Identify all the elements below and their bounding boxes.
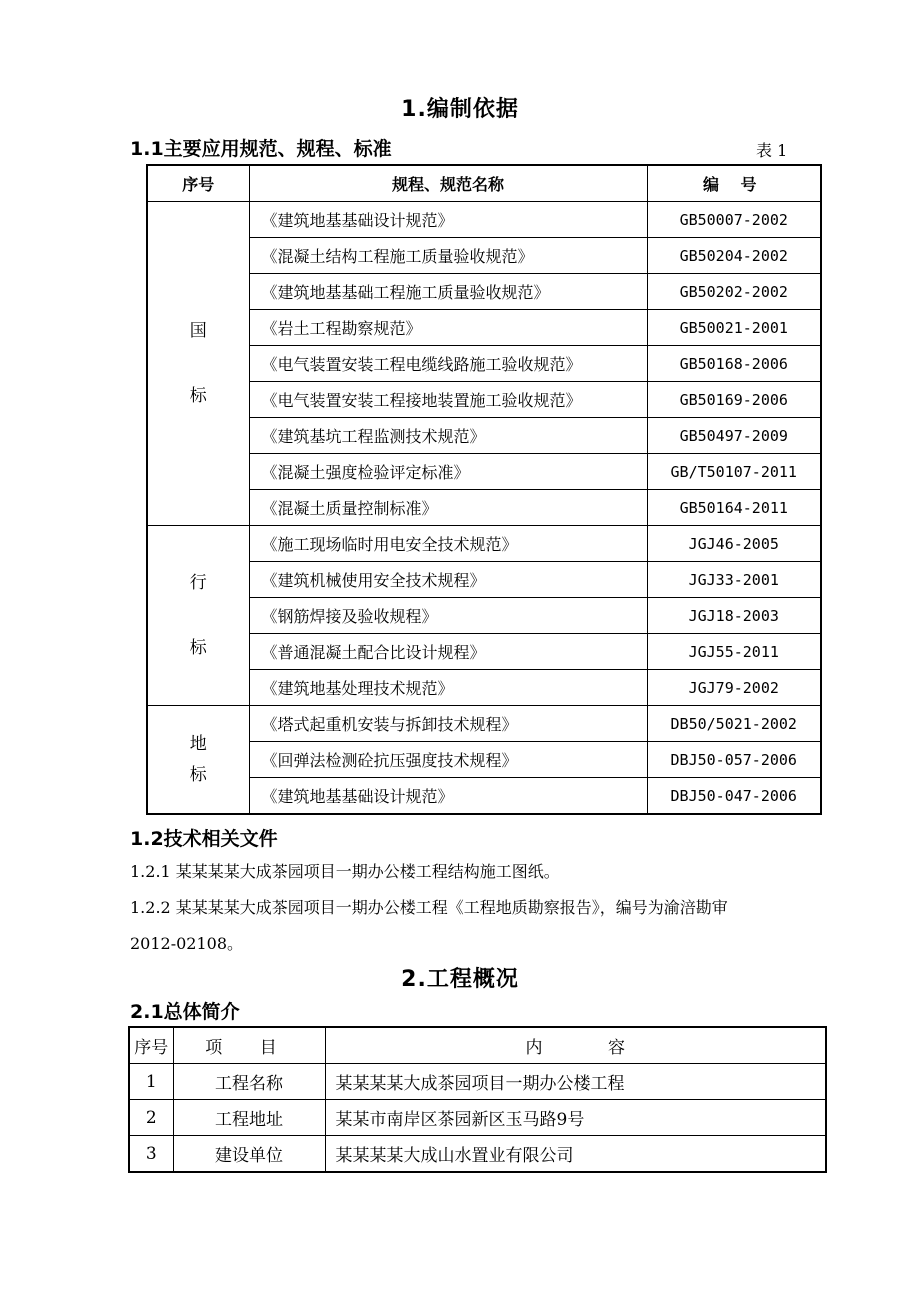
standard-name: 《钢筋焊接及验收规程》 bbox=[249, 598, 647, 634]
table-header-row bbox=[129, 1027, 826, 1064]
standard-code: DBJ50-047-2006 bbox=[647, 778, 821, 815]
standard-code: JGJ33-2001 bbox=[647, 562, 821, 598]
standard-code: GB50168-2006 bbox=[647, 346, 821, 382]
standard-code: JGJ18-2003 bbox=[647, 598, 821, 634]
row-content: 某某某某大成山水置业有限公司 bbox=[325, 1136, 826, 1173]
table-row bbox=[147, 454, 821, 490]
section-1-1-title: 1.1主要应用规范、规程、标准 bbox=[130, 138, 392, 160]
standard-code: DB50/5021-2002 bbox=[647, 706, 821, 742]
table-row bbox=[147, 526, 821, 562]
table-row bbox=[147, 346, 821, 382]
standard-code: GB/T50107-2011 bbox=[647, 454, 821, 490]
standard-name: 《建筑地基基础工程施工质量验收规范》 bbox=[249, 274, 647, 310]
standard-name: 《塔式起重机安装与拆卸技术规程》 bbox=[249, 706, 647, 742]
standard-code: JGJ79-2002 bbox=[647, 670, 821, 706]
row-no: 3 bbox=[129, 1136, 173, 1173]
row-item: 建设单位 bbox=[173, 1136, 325, 1173]
row-item: 工程地址 bbox=[173, 1100, 325, 1136]
standard-name: 《混凝土强度检验评定标准》 bbox=[249, 454, 647, 490]
table-row bbox=[147, 274, 821, 310]
header-seq: 序号 bbox=[129, 1027, 173, 1064]
standards-table bbox=[146, 164, 822, 815]
row-no: 2 bbox=[129, 1100, 173, 1136]
header-seq: 序号 bbox=[147, 165, 249, 202]
section-2-title: 2.工程概况 bbox=[401, 967, 519, 992]
standard-code: GB50007-2002 bbox=[647, 202, 821, 238]
standard-name: 《电气装置安装工程接地装置施工验收规范》 bbox=[249, 382, 647, 418]
table-row bbox=[147, 418, 821, 454]
standard-name: 《岩土工程勘察规范》 bbox=[249, 310, 647, 346]
paragraph-1-2-2: 1.2.2 某某某某大成茶园项目一期办公楼工程《工程地质勘察报告》，编号为渝涪勘审 bbox=[130, 898, 728, 917]
standard-code: GB50164-2011 bbox=[647, 490, 821, 526]
header-code: 编 号 bbox=[647, 165, 821, 202]
standard-name: 《建筑地基基础设计规范》 bbox=[249, 202, 647, 238]
table-row bbox=[147, 670, 821, 706]
standard-name: 《建筑基坑工程监测技术规范》 bbox=[249, 418, 647, 454]
table-row bbox=[129, 1064, 826, 1100]
paragraph-1-2-2-cont: 2012-02108。 bbox=[130, 934, 244, 953]
category-industry: 行 标 bbox=[147, 526, 249, 706]
standard-code: GB50169-2006 bbox=[647, 382, 821, 418]
standard-name: 《建筑地基基础设计规范》 bbox=[249, 778, 647, 815]
standard-name: 《普通混凝土配合比设计规程》 bbox=[249, 634, 647, 670]
table-row bbox=[147, 310, 821, 346]
header-item: 项 目 bbox=[173, 1027, 325, 1064]
table-row bbox=[147, 598, 821, 634]
category-national: 国 标 bbox=[147, 202, 249, 526]
standard-code: GB50204-2002 bbox=[647, 238, 821, 274]
standard-name: 《混凝土结构工程施工质量验收规范》 bbox=[249, 238, 647, 274]
table-row bbox=[147, 778, 821, 815]
header-name: 规程、规范名称 bbox=[249, 165, 647, 202]
paragraph-1-2-1: 1.2.1 某某某某大成茶园项目一期办公楼工程结构施工图纸。 bbox=[130, 862, 560, 881]
standard-code: JGJ46-2005 bbox=[647, 526, 821, 562]
table-row bbox=[147, 202, 821, 238]
table-row bbox=[147, 490, 821, 526]
table-row bbox=[147, 562, 821, 598]
standard-name: 《回弹法检测砼抗压强度技术规程》 bbox=[249, 742, 647, 778]
table-row bbox=[147, 706, 821, 742]
standard-name: 《建筑机械使用安全技术规程》 bbox=[249, 562, 647, 598]
row-item: 工程名称 bbox=[173, 1064, 325, 1100]
table-row bbox=[129, 1136, 826, 1173]
row-no: 1 bbox=[129, 1064, 173, 1100]
standard-name: 《电气装置安装工程电缆线路施工验收规范》 bbox=[249, 346, 647, 382]
table-row bbox=[147, 238, 821, 274]
table-header-row bbox=[147, 165, 821, 202]
standard-name: 《建筑地基处理技术规范》 bbox=[249, 670, 647, 706]
row-content: 某某某某大成茶园项目一期办公楼工程 bbox=[325, 1064, 826, 1100]
standard-name: 《混凝土质量控制标准》 bbox=[249, 490, 647, 526]
section-1-2-title: 1.2技术相关文件 bbox=[130, 828, 278, 850]
standard-code: GB50497-2009 bbox=[647, 418, 821, 454]
table-1-label: 表 1 bbox=[756, 141, 788, 160]
standard-code: DBJ50-057-2006 bbox=[647, 742, 821, 778]
standard-code: JGJ55-2011 bbox=[647, 634, 821, 670]
standard-code: GB50202-2002 bbox=[647, 274, 821, 310]
standard-name: 《施工现场临时用电安全技术规范》 bbox=[249, 526, 647, 562]
section-2-1-title: 2.1总体简介 bbox=[130, 1001, 240, 1023]
table-row bbox=[147, 634, 821, 670]
category-local: 地 标 bbox=[147, 706, 249, 815]
overview-table bbox=[128, 1026, 827, 1173]
table-row bbox=[129, 1100, 826, 1136]
table-row bbox=[147, 742, 821, 778]
section-1-title: 1.编制依据 bbox=[401, 97, 519, 122]
header-content: 内 容 bbox=[325, 1027, 826, 1064]
table-row bbox=[147, 382, 821, 418]
row-content: 某某市南岸区茶园新区玉马路9号 bbox=[325, 1100, 826, 1136]
standard-code: GB50021-2001 bbox=[647, 310, 821, 346]
